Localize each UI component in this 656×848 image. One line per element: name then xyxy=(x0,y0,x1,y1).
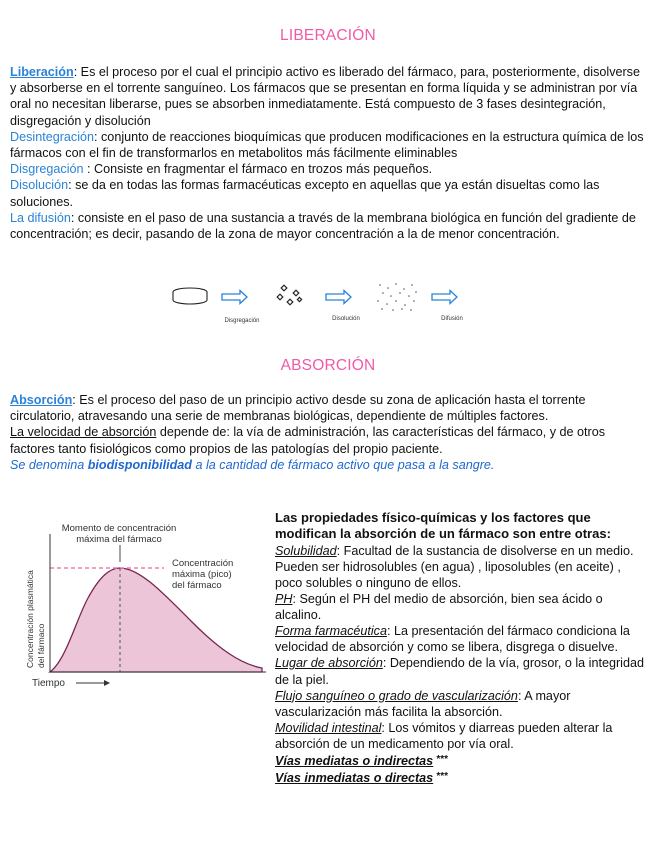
moment-label-line-2: máxima del fármaco xyxy=(76,534,162,545)
tablet-icon xyxy=(173,288,207,304)
velocidad-text: depende de: la vía de administración, las características del fármaco, y de otros factores tanto fisiológicos como propios de las patologías del propio paciente. xyxy=(10,425,606,456)
vias-inmediatas-label: Vías inmediatas o directas xyxy=(275,771,434,786)
prop-text: : Según el PH del medio de absorción, bien sea ácido o alcalino. xyxy=(275,592,603,623)
def-term: Desintegración xyxy=(10,129,95,144)
liberacion-process-diagram xyxy=(160,282,500,328)
liberacion-section xyxy=(10,64,646,242)
liberacion-paragraph xyxy=(10,64,646,129)
absorcion-section xyxy=(10,392,646,473)
prop-text: : Facultad de la sustancia de disolverse en un medio. Pueden ser hidrosolubles (en agua) , liposolubles (en aceite) , poco solubles o ninguno de ellos. xyxy=(275,543,634,590)
prop-term: Forma farmacéutica xyxy=(275,624,387,639)
def-difusion xyxy=(10,210,646,242)
peak-label-line-1: Concentración xyxy=(172,558,234,569)
prop-item xyxy=(275,623,647,655)
diagram-label-disgregacion: Disgregación xyxy=(224,318,260,324)
def-text: : consiste en el paso de una sustancia a través de la membrana biológica en función del gradiente de concentración; es decir, pasando de la zona de mayor concentración a la de menor concentración. xyxy=(10,210,636,242)
biodisponibilidad-paragraph xyxy=(10,457,646,473)
diagram-label-difusion: Difusión xyxy=(441,316,463,322)
prop-item xyxy=(275,591,647,623)
x-label: Tiempo xyxy=(32,678,65,689)
prop-term: Lugar de absorción xyxy=(275,656,383,671)
vias-inmediatas-mark: *** xyxy=(433,771,448,783)
prop-text: : Los vómitos y diarreas pueden alterar la absorción de un medicamento por vía oral. xyxy=(275,720,613,751)
velocidad-term: La velocidad de absorción xyxy=(10,425,157,440)
prop-item xyxy=(275,688,647,720)
liberacion-heading: LIBERACIÓN xyxy=(280,27,376,44)
def-text: : se da en todas las formas farmacéuticas excepto en aquellas que ya están disueltas como las soluciones. xyxy=(10,178,600,209)
prop-term: PH xyxy=(275,592,293,607)
prop-term: Flujo sanguíneo o grado de vascularización xyxy=(275,688,518,703)
prop-term: Movilidad intestinal xyxy=(275,720,382,735)
peak-label-line-2: máxima (pico) xyxy=(172,569,232,580)
prop-item xyxy=(275,720,647,752)
arrow-right-icon xyxy=(222,291,247,304)
def-term: La difusión xyxy=(10,210,71,225)
vias-mediatas xyxy=(275,752,647,769)
def-desintegracion xyxy=(10,129,646,161)
liberacion-intro: : Es el proceso por el cual el principio activo es liberado del fármaco, para, posteriormente, disolverse y absorberse en el torrente sanguíneo. Los fármacos que se presentan en forma líquida y se administran por vía oral no necesitan liberarse, pues se absorben inmediatamente. Está compuesto de 3 fases desintegración, disgregación y disolución xyxy=(10,65,640,128)
prop-text: : A mayor vascularización más facilita la absorción. xyxy=(275,688,571,719)
concentration-time-graph xyxy=(14,510,270,692)
vias-inmediatas xyxy=(275,769,647,786)
absorcion-paragraph xyxy=(10,392,646,424)
moment-label-line-1: Momento de concentración xyxy=(61,523,177,534)
def-disolucion xyxy=(10,177,646,209)
diagram-label-disolucion: Disolución xyxy=(332,316,360,322)
velocidad-paragraph xyxy=(10,424,646,456)
concentration-curve xyxy=(50,568,262,672)
absorcion-term: Absorción xyxy=(10,393,73,407)
propiedades-section xyxy=(275,510,647,786)
prop-text: : Dependiendo de la vía, grosor, o la integridad de la piel. xyxy=(275,656,644,687)
absorcion-heading: ABSORCIÓN xyxy=(280,357,376,374)
propiedades-title: Las propiedades físico-químicas y los factores que modifican la absorción de un fármaco son entre otras: xyxy=(275,510,611,542)
absorcion-intro: : Es el proceso del paso de un principio activo desde su zona de aplicación hasta el torrente circulatorio, atravesando una serie de membranas biológicas, dependiente de múltiples factores. xyxy=(10,393,586,424)
prop-item xyxy=(275,543,647,591)
prop-text: : La presentación del fármaco condiciona la velocidad de absorción y como se libera, disgrega o disuelve. xyxy=(275,624,630,655)
arrow-right-icon xyxy=(432,291,457,304)
def-disgregacion xyxy=(10,161,646,177)
bio-pre: Se denomina xyxy=(10,457,88,472)
bio-term: biodisponibilidad xyxy=(87,457,192,472)
arrow-right-icon xyxy=(326,291,351,304)
y-label-line-1: Concentración plasmática xyxy=(25,570,35,668)
bio-post: a la cantidad de fármaco activo que pasa a la sangre. xyxy=(191,457,495,472)
vias-mediatas-mark: *** xyxy=(433,754,448,766)
def-text: : Consiste en fragmentar el fármaco en trozos más pequeños. xyxy=(83,162,433,177)
y-label-line-2: del fármaco xyxy=(36,623,46,668)
prop-item xyxy=(275,655,647,687)
def-term: Disgregación xyxy=(10,162,84,177)
peak-label-line-3: del fármaco xyxy=(172,580,222,591)
def-term: Disolución xyxy=(10,178,69,193)
fragments-icon xyxy=(277,285,301,305)
def-text: : conjunto de reacciones bioquímicas que producen modificaciones en la estructura química de los fármacos con el fin de transformarlos en metabolitos más fácilmente eliminables xyxy=(10,129,644,161)
vias-mediatas-label: Vías mediatas o indirectas xyxy=(275,754,434,769)
prop-term: Solubilidad xyxy=(275,543,337,558)
dissolved-particles-icon xyxy=(377,283,417,311)
time-arrow-icon xyxy=(76,680,110,686)
liberacion-term: Liberación xyxy=(10,65,74,79)
